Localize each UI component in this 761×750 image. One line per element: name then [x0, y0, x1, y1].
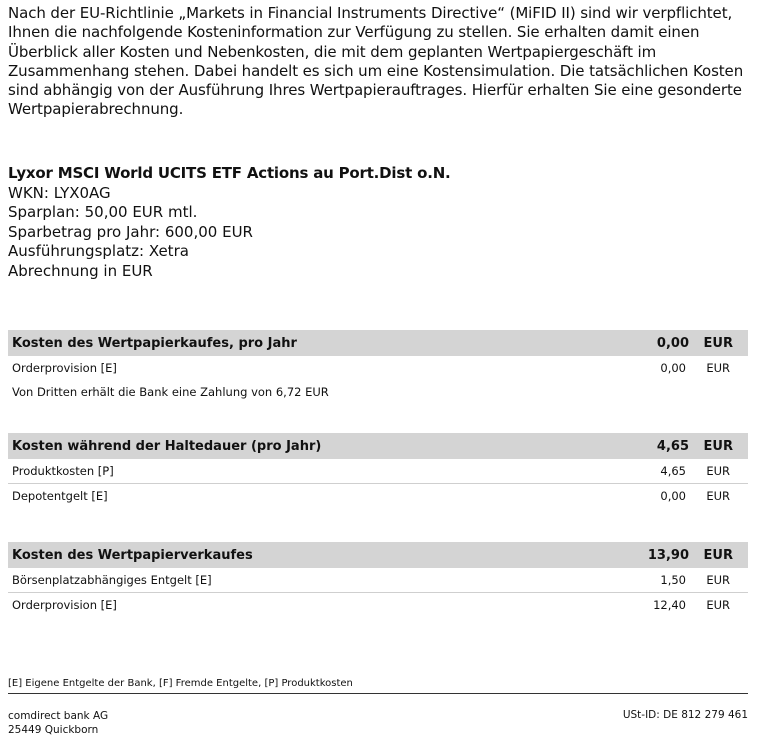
section-currency: EUR	[703, 547, 733, 563]
third-party-payment-note: Von Dritten erhält die Bank eine Zahlung von 6,72 EUR	[12, 385, 329, 399]
section-total: 13,90	[647, 547, 689, 563]
cost-row-value: 4,65	[660, 464, 686, 478]
section-currency: EUR	[703, 438, 733, 454]
bank-name: comdirect bank AG	[8, 710, 109, 722]
cost-row-label: Produktkosten [P]	[12, 464, 114, 478]
section-title: Kosten des Wertpapierverkaufes	[12, 547, 253, 563]
cost-row	[8, 593, 748, 617]
cost-row	[8, 568, 748, 593]
cost-section-haltedauer	[8, 433, 748, 508]
section-currency: EUR	[703, 335, 733, 351]
section-title: Kosten des Wertpapierkaufes, pro Jahr	[12, 335, 297, 351]
intro-paragraph: Nach der EU-Richtlinie „Markets in Financial Instruments Directive“ (MiFID II) sind wir verpflichtet, Ihnen die nachfolgende Kosteninformation zur Verfügung zu stellen. Sie erhalten damit einen Überblick aller Kosten und Nebenkosten, die mit dem geplanten Wertpapiergeschäft im Zusammenhang stehen. Dabei handelt es sich um eine Kostensimulation. Die tatsächlichen Kosten sind abhängig von der Ausführung Ihres Wertpapierauftrages. Hierfür erhalten Sie eine gesonderte Wertpapierabrechnung.	[8, 4, 744, 119]
cost-row-currency: EUR	[706, 361, 730, 375]
cost-row-label: Depotentgelt [E]	[12, 489, 108, 503]
cost-row-value: 0,00	[660, 489, 686, 503]
cost-row-value: 1,50	[660, 573, 686, 587]
product-abrechnung: Abrechnung in EUR	[8, 261, 153, 280]
cost-row-value: 0,00	[660, 361, 686, 375]
product-sparbetrag: Sparbetrag pro Jahr: 600,00 EUR	[8, 222, 253, 241]
section-total: 4,65	[656, 438, 689, 454]
section-header	[8, 433, 748, 459]
product-info	[8, 164, 451, 281]
bank-address-block	[8, 709, 108, 737]
ust-id: USt-ID: DE 812 279 461	[622, 709, 748, 721]
bank-address: 25449 Quickborn	[8, 724, 99, 736]
product-name: Lyxor MSCI World UCITS ETF Actions au Port.Dist o.N.	[8, 164, 451, 182]
product-wkn: WKN: LYX0AG	[8, 183, 111, 202]
cost-row	[8, 356, 748, 380]
fee-legend: [E] Eigene Entgelte der Bank, [F] Fremde Entgelte, [P] Produktkosten	[8, 678, 353, 689]
section-header	[8, 330, 748, 356]
cost-row-label: Orderprovision [E]	[12, 361, 117, 375]
cost-row-currency: EUR	[706, 573, 730, 587]
product-sparplan: Sparplan: 50,00 EUR mtl.	[8, 203, 198, 221]
cost-row	[8, 459, 748, 484]
cost-row-currency: EUR	[706, 598, 730, 612]
cost-row-label: Börsenplatzabhängiges Entgelt [E]	[12, 573, 212, 587]
cost-row-note	[8, 380, 748, 404]
section-header	[8, 542, 748, 568]
section-total: 0,00	[656, 335, 689, 351]
section-title: Kosten während der Haltedauer (pro Jahr)	[12, 438, 322, 454]
cost-row-value: 12,40	[653, 598, 686, 612]
footer-divider	[8, 693, 748, 694]
cost-row-label: Orderprovision [E]	[12, 598, 117, 612]
cost-row	[8, 484, 748, 508]
product-ausfuehrungsplatz: Ausführungsplatz: Xetra	[8, 242, 189, 260]
cost-row-currency: EUR	[706, 489, 730, 503]
cost-row-currency: EUR	[706, 464, 730, 478]
cost-section-verkauf	[8, 542, 748, 617]
cost-section-kauf	[8, 330, 748, 404]
